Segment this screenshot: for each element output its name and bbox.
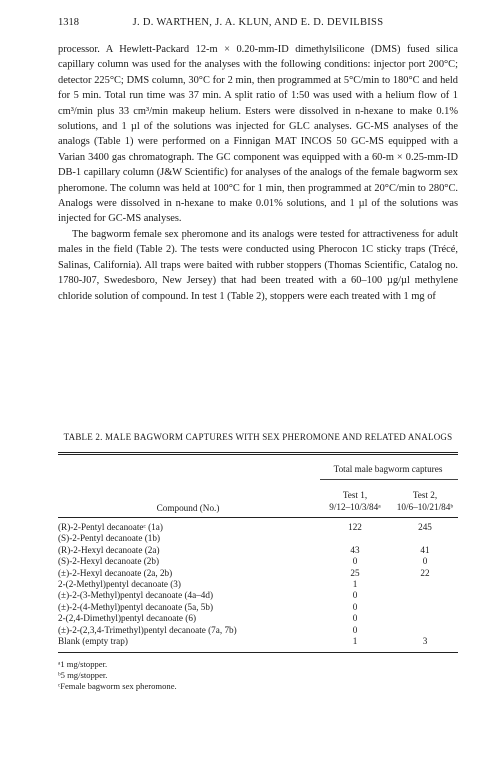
compound-cell: 2-(2,4-Dimethyl)pentyl decanoate (6)	[58, 613, 197, 624]
compound-cell: 2-(2-Methyl)pentyl decanoate (3)	[58, 578, 181, 589]
table-row	[58, 522, 458, 533]
table-2	[58, 432, 458, 692]
table-caption: TABLE 2. MALE BAGWORM CAPTURES WITH SEX PHEROMONE AND RELATED ANALOGS	[63, 432, 453, 442]
table-row	[58, 625, 458, 636]
test-1-cell: 43	[350, 544, 360, 555]
table-row	[58, 579, 458, 590]
compound-cell: (±)-2-(3-Methyl)pentyl decanoate (4a–4d)	[58, 590, 214, 601]
running-head-authors: J. D. WARTHEN, J. A. KLUN, AND E. D. DEVILBISS	[132, 17, 384, 28]
compound-cell: (±)-2-(2,3,4-Trimethyl)pentyl decanoate (7a, 7b)	[58, 624, 237, 635]
table-row	[58, 556, 458, 567]
page-number: 1318	[58, 17, 79, 28]
table-row	[58, 590, 458, 601]
compound-cell: (±)-2-Hexyl decanoate (2a, 2b)	[58, 567, 173, 578]
table-row	[58, 545, 458, 556]
test-1-label: Test 1,	[342, 490, 368, 500]
test-1-cell: 122	[348, 522, 362, 532]
table-footnotes	[58, 659, 458, 692]
test-1-cell: 0	[352, 601, 358, 612]
test-1-cell: 0	[352, 613, 358, 624]
running-head	[58, 17, 458, 31]
compound-cell: (R)-2-Pentyl decanoateᶜ (1a)	[58, 522, 163, 532]
table-header-rule	[58, 517, 458, 518]
compound-cell: (R)-2-Hexyl decanoate (2a)	[58, 544, 160, 555]
test-1-cell: 0	[352, 590, 358, 601]
column-header-test-2	[390, 489, 460, 513]
body-text	[58, 42, 458, 304]
test-1-dates: 9/12–10/3/84ᵃ	[329, 502, 381, 512]
body-paragraph: The bagworm female sex pheromone and its analogs were tested for attractiveness for adult males in the field (Table 2). The tests were conducted using Pherocon 1C sticky traps (Trécé, Salinas, California). All traps were baited with rubber stoppers (Thomas Scientific, Catalog no. 1780-J07, Swedesboro, New Jersey) that had been treated with a 60–100 µg/µl methylene chloride solution of compound. In test 1 (Table 2), stoppers were each treated with 1 mg of	[58, 228, 458, 302]
footnote: ᶜFemale bagworm sex pheromone.	[58, 681, 177, 692]
test-1-cell: 25	[350, 567, 360, 578]
body-paragraph: processor. A Hewlett-Packard 12-m × 0.20-mm-ID dimethylsilicone (DMS) fused silica capillary column was used for the analyses with the following conditions: injector port 200°C; detector 225°C; DMS column, 30°C for 2 min, then programmed at 5°C/min to 180°C and held for 5 min. Total run time was 37 min. A split ratio of 1:50 was used with a helium flow of 1 cm³/min plus 33 cm³/min makeup helium. Esters were dissolved in n-hexane to make 0.1% solutions, and 1 µl of the solutions was injected for GLC analyses. GC-MS analyses of the analogs (Table 1) were performed on a Finnigan MAT INCOS 50 GC-MS equipped with a Varian 3400 gas chromatograph. The GC component was equipped with a 60-m × 0.25-mm-ID DB-1 capillary column (J&W Scientific) for analyses of the analogs of the female bagworm sex pheromone. The column was held at 100°C for 1 min, then programmed at 20°C/min to 280°C. Analogs were dissolved in n-hexane to make 0.01% solutions, and 1 µl of the solutions was injected for GC-MS analyses.	[58, 44, 458, 225]
spanner-heading: Total male bagworm captures	[333, 464, 443, 474]
table-row	[58, 636, 458, 647]
test-2-label: Test 2,	[412, 490, 438, 500]
column-header-compound: Compound (No.)	[156, 503, 220, 513]
table-row	[58, 568, 458, 579]
compound-cell: Blank (empty trap)	[58, 635, 128, 646]
table-header-row	[58, 485, 458, 517]
footnote: ᵇ5 mg/stopper.	[58, 670, 108, 681]
test-1-cell: 0	[352, 624, 358, 635]
test-1-cell: 0	[352, 556, 358, 567]
table-bottom-rule	[58, 652, 458, 653]
table-body	[58, 522, 458, 647]
test-2-cell: 22	[420, 567, 430, 578]
column-header-test-1	[320, 489, 390, 513]
test-2-cell: 245	[418, 522, 432, 532]
table-top-rule	[58, 452, 458, 453]
column-spanner	[58, 455, 458, 485]
compound-cell: (±)-2-(4-Methyl)pentyl decanoate (5a, 5b)	[58, 601, 214, 612]
table-row	[58, 602, 458, 613]
spanner-rule	[320, 479, 458, 480]
test-1-cell: 1	[352, 578, 358, 589]
test-2-cell: 3	[422, 635, 428, 646]
table-row	[58, 613, 458, 624]
compound-cell: (S)-2-Hexyl decanoate (2b)	[58, 556, 160, 567]
test-2-dates: 10/6–10/21/84ᵇ	[396, 502, 454, 512]
test-1-cell: 1	[352, 635, 358, 646]
compound-cell: (S)-2-Pentyl decanoate (1b)	[58, 533, 161, 544]
test-2-cell: 41	[420, 544, 430, 555]
footnote: ᵃ1 mg/stopper.	[58, 659, 108, 670]
table-row	[58, 533, 458, 544]
test-2-cell: 0	[422, 556, 428, 567]
